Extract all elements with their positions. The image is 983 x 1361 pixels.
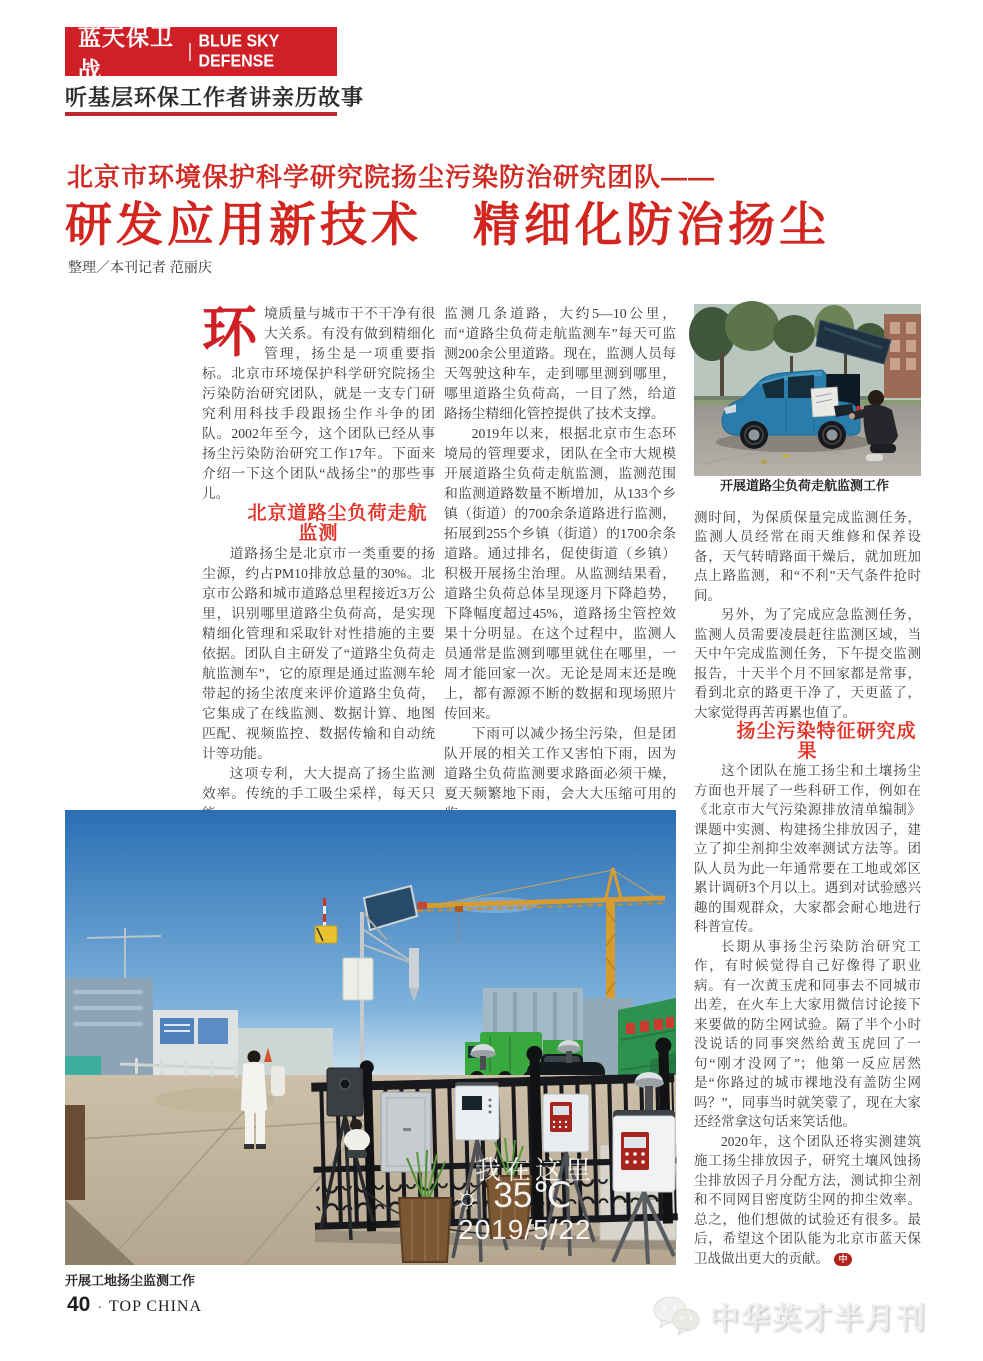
article-kicker: 北京市环境保护科学研究院扬尘污染防治研究团队—— — [67, 162, 716, 192]
section-heading-research-results: 扬尘污染特征研究成果 — [736, 721, 917, 762]
paragraph: 监测几条道路，大约5—10公里，而“道路尘负荷走航监测车”每天可监测200余公里道路。现在，监测人员每天驾驶这种车，走到哪里测到哪里，哪里道路尘负荷高，一目了然，给道路扬尘精细化管控提供了技术支撑。 — [444, 306, 676, 421]
paragraph: 这项专利，大大提高了扬尘监测效率。传统的手工吸尘采样，每天只 — [202, 766, 435, 801]
paragraph: 2019年以来，根据北京市生态环境局的管理要求，团队在全市大规模开展道路尘负荷走航监测，监测范围和监测道路数量不断增加，从133个乡镇（街道）的700余条道路进行监测，拓展到255个乡镇（街道）的1700余条道路。通过排名，促使街道（乡镇）积极开展扬尘治理。从监测结果看，道路尘负荷总体呈现逐月下降趋势，下降幅度超过45%，道路扬尘管控效果十分明显。在这个过程中，监测人员通常是监测到哪里就住在哪里，一周才能回家一次。无论是周末还是晚上，都有源源不断的数据和现场照片传回来。 — [444, 426, 676, 721]
column-1 — [202, 301, 435, 806]
wechat-icon — [650, 1294, 702, 1338]
brick-building — [884, 314, 921, 398]
paragraph: 这个团队在施工扬尘和土壤扬尘方面也开展了一些科研工作，例如在《北京市大气污染源排放清单编制》课题中实测、构建扬尘排放因子，建立了抑尘剂抑尘效率测试方法等。团队人员为此一年通常要在工地或郊区累计调研3个月以上。遇到对试验感兴趣的围观群众，大家都会耐心地进行科普宣传。 — [694, 763, 921, 934]
banner-title-cn: 蓝天保卫战 — [78, 23, 174, 83]
series-tagline: 听基层环保工作者讲亲历故事 — [65, 85, 365, 110]
car-photo-illustration — [694, 304, 921, 476]
banner-divider: | — [187, 40, 193, 62]
section-banner — [65, 23, 337, 83]
site-photo-caption: 开展工地扬尘监测工作 — [65, 1273, 196, 1288]
paragraph — [202, 301, 435, 504]
article-end-icon: 中 — [834, 1253, 852, 1266]
article-byline: 整理／本刊记者 范丽庆 — [68, 259, 212, 275]
sun-icon: ☼ — [453, 1178, 482, 1214]
paragraph: 测时间，为保质保量完成监测任务，监测人员经常在雨天维修和保养设备，天气转晴路面干燥后，就加班加点上路监测，和“不利”天气条件抢时间。 — [694, 509, 921, 603]
footer-separator: · — [97, 1298, 103, 1314]
steel-cabinet — [381, 1092, 431, 1172]
paragraph-text: 境质量与城市干不干净有很大关系。有没有做到精细化管理，扬尘是一项重要指标。北京市环境保护科学研究院扬尘污染防治研究团队，就是一支专门研究利用科技手段跟扬尘作斗争的团队。2002年至今，这个团队已经从事扬尘污染防治研究工作17年。下面来介绍一下这个团队“战扬尘”的那些事儿。 — [202, 306, 435, 501]
photo-overlay-weather — [453, 1176, 572, 1216]
paragraph: 另外，为了完成应急监测任务，监测人员需要凌晨赶往监测区域，当天中午完成监测任务，下午提交监测报告，十天半个月不回家都是常事，看到北京的路更干净了，天更蓝了，大家觉得再苦再累也值了。 — [694, 607, 921, 720]
column-3 — [694, 304, 921, 1268]
magazine-watermark — [650, 1294, 927, 1338]
banner-title-en: BLUE SKY DEFENSE — [198, 31, 280, 71]
article-title: 研发应用新技术 精细化防治扬尘 — [65, 198, 830, 251]
paragraph-text: 2020年，这个团队还将实测建筑施工扬尘排放因子，研究土壤风蚀扬尘排放因子月分配方法，测试抑尘剂和不同网目密度防尘网的抑尘效率。总之，他们想做的试验还有很多。最后，希望这个团队能为北京市蓝天保卫战做出更大的贡献。 — [694, 1133, 921, 1266]
paragraph — [694, 1132, 921, 1269]
column-3-text — [694, 508, 921, 1269]
wooden-post — [65, 1105, 85, 1200]
equipment-box — [811, 387, 839, 417]
paragraph: 下雨可以减少扬尘污染，但是团队开展的相关工作又害怕下雨，因为道路尘负荷监测要求路面必须干燥，夏天频繁地下雨，会大大压缩可用的 — [444, 726, 676, 801]
car-window — [788, 375, 814, 398]
photo-overlay-date: 2019/5/22 — [458, 1214, 592, 1245]
watermark-text: 中华英才半月刊 — [709, 1302, 927, 1335]
drop-cap: 环 — [202, 301, 258, 363]
footer-magazine-name: TOP CHINA — [109, 1298, 203, 1315]
photo-overlay-location: 我在这里 — [475, 1155, 596, 1185]
car-photo-caption: 开展道路尘负荷走航监测工作 — [720, 478, 890, 493]
column-2 — [444, 304, 676, 807]
yellow-sensor-box — [315, 926, 337, 943]
tagline-rule — [65, 112, 337, 116]
photo-overlay-temp: 35℃ — [493, 1176, 572, 1215]
paragraph: 长期从事扬尘污染防治研究工作，有时候觉得自己好像得了职业病。有一次黄玉虎和同事去不同城市出差，在火车上大家用微信讨论接下来要做的防尘网试验。隔了半个小时没说话的同事突然给黄玉虎回了一句“刚才没网了”；他第一反应居然是“你路过的城市裸地没有盖防尘网吗？”，同事当时就笑蒙了，现在大家还经常拿这句话来笑话他。 — [694, 938, 921, 1129]
site-photo-illustration — [65, 810, 676, 1265]
paragraph: 道路扬尘是北京市一类重要的扬尘源，约占PM10排放总量的30%。北京市公路和城市道路总里程接近3万公里，识别哪里道路尘负荷高，是实现精细化管理和采取针对性措施的主要依据。团队自主研发了“道路尘负荷走航监测车”，它的原理是通过监测车轮带起的扬尘浓度来评价道路尘负荷，它集成了在线监测、数据计算、地图匹配、视频监控、数据传输和自动统计等功能。 — [202, 546, 435, 761]
section-heading-road-monitoring: 北京道路尘负荷走航监测 — [247, 503, 428, 544]
footer-page-number: 40 — [67, 1293, 91, 1316]
car-monitoring-photo — [694, 304, 921, 476]
footer-folio — [67, 1293, 202, 1317]
construction-site-photo — [65, 810, 676, 1265]
